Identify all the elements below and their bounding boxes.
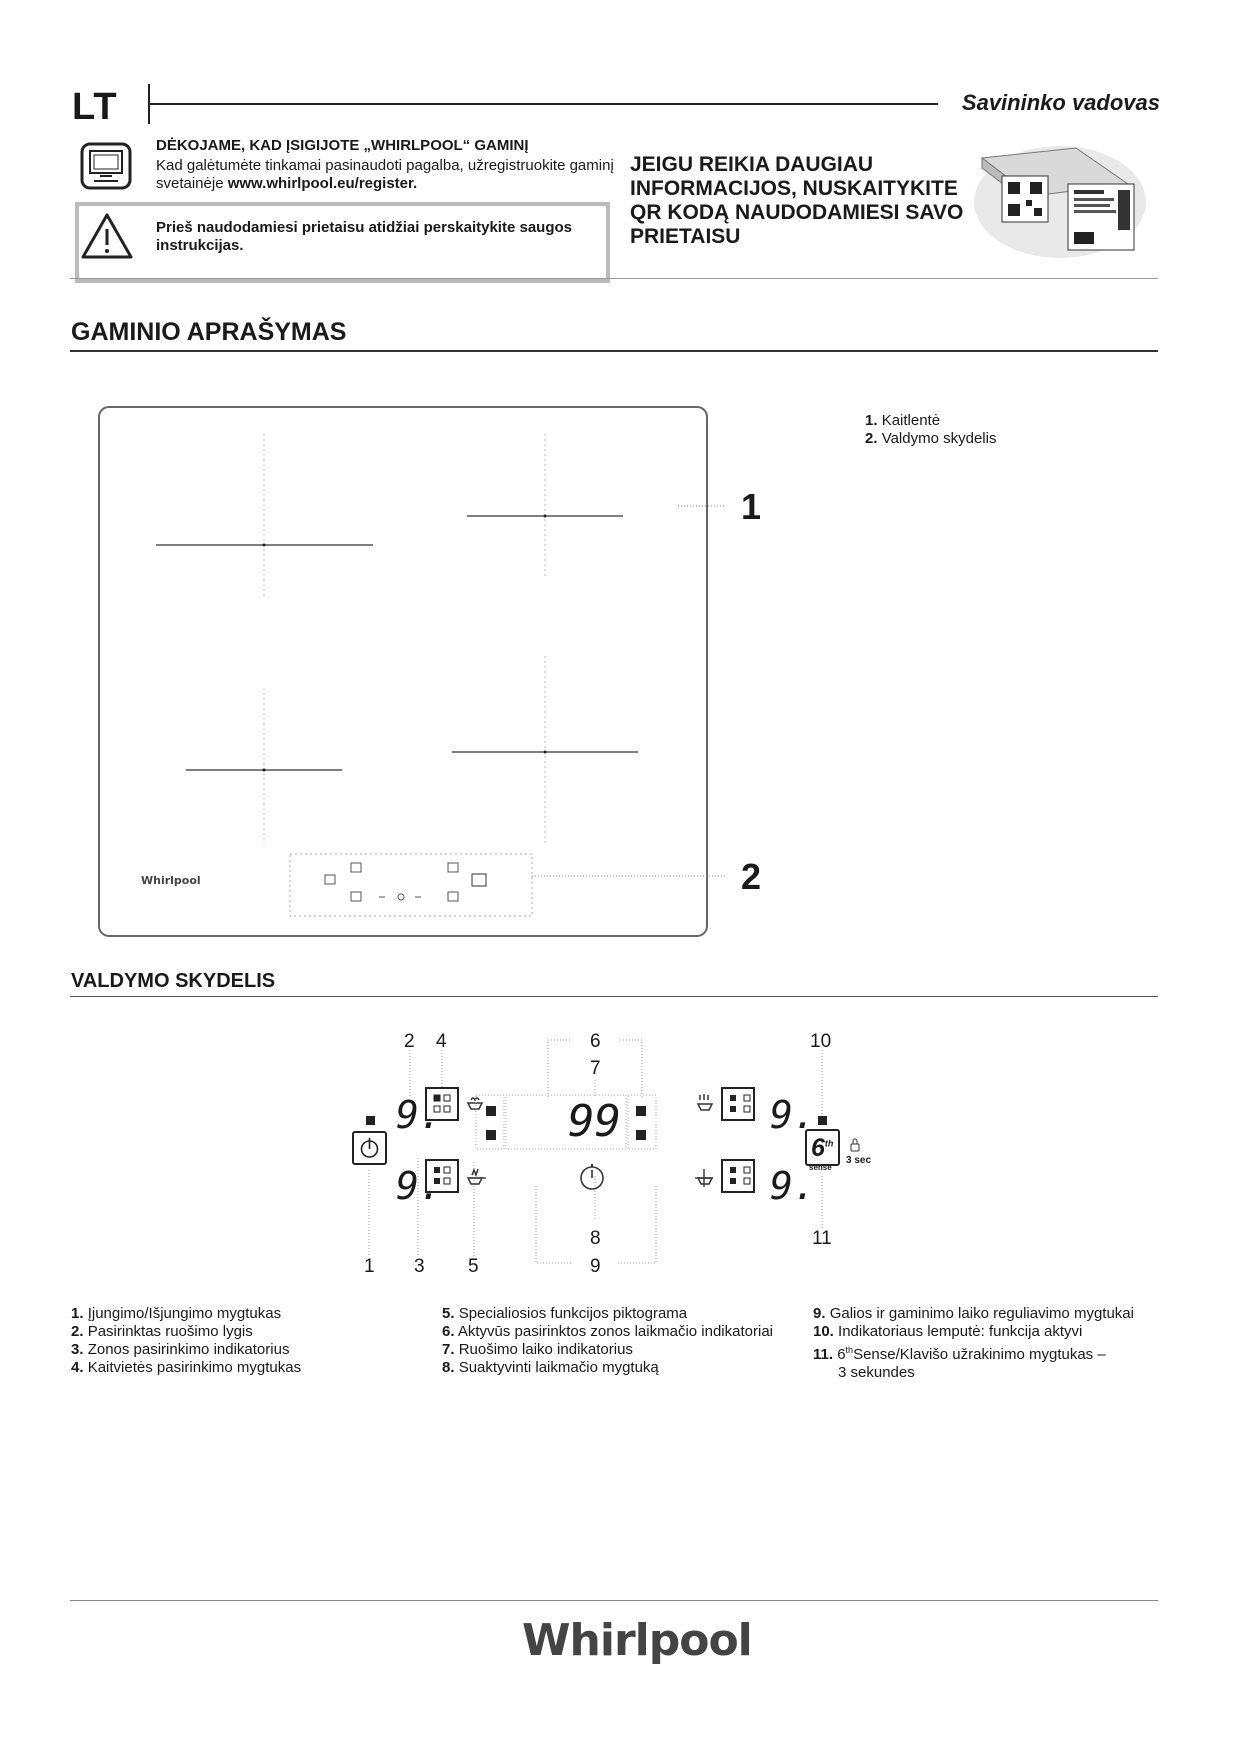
num-7: 7: [590, 1058, 601, 1079]
register-url[interactable]: www.whirlpool.eu/register.: [227, 175, 418, 192]
legend-item: 3 sekundes: [838, 1364, 915, 1381]
right-top-power-display: 9.: [770, 1093, 816, 1137]
product-legend: [865, 412, 996, 448]
legend-item: 1. Įjungimo/Išjungimo mygtukas: [71, 1305, 282, 1322]
sense-label: sense: [809, 1163, 832, 1172]
product-title-rule: [70, 350, 1158, 352]
num-2: 2: [404, 1031, 415, 1052]
hob-diagram: [96, 404, 776, 944]
legend-item: 5. Specialiosios funkcijos piktograma: [442, 1305, 688, 1322]
control-legend-col2: [442, 1305, 773, 1377]
computer-icon: [80, 142, 134, 192]
language-code: LT: [72, 86, 118, 128]
left-bottom-power-display: 9.: [396, 1164, 442, 1208]
callout-control-panel: 2: [741, 856, 762, 897]
footer-brand-logo: Whirlpool: [522, 1615, 752, 1666]
control-legend-col1: [71, 1305, 301, 1377]
hob-brand-logo: Whirlpool: [141, 874, 201, 887]
right-bottom-power-display: 9.: [770, 1164, 816, 1208]
footer-rule: [70, 1600, 1158, 1601]
sixth-sense-button[interactable]: 6th: [811, 1134, 834, 1162]
header-rule: [150, 103, 938, 105]
document-type: Savininko vadovas: [961, 90, 1160, 115]
num-11: 11: [812, 1228, 832, 1249]
intro-separator: [70, 278, 1158, 279]
legend-item-hob: 1. Kaitlentė: [865, 412, 941, 429]
num-8: 8: [590, 1228, 601, 1249]
legend-item-control-panel: 2. Valdymo skydelis: [865, 430, 997, 447]
num-5: 5: [468, 1256, 479, 1277]
legend-item: 2. Pasirinktas ruošimo lygis: [71, 1323, 253, 1340]
lock-duration: 3 sec: [846, 1155, 872, 1166]
num-3: 3: [414, 1256, 425, 1277]
left-top-power-display: 9.: [396, 1093, 442, 1137]
thanks-title: DĖKOJAME, KAD ĮSIGIJOTE „WHIRLPOOL“ GAMINĮ: [156, 137, 529, 154]
legend-item: 8. Suaktyvinti laikmačio mygtuką: [442, 1359, 659, 1376]
safety-warning-text: Prieš naudodamiesi prietaisu atidžiai perskaitykite saugos instrukcijas.: [156, 219, 572, 254]
register-body: Kad galėtumėte tinkamai pasinaudoti pagalba, užregistruokite gaminį svetainėje: [156, 157, 614, 192]
legend-item: 7. Ruošimo laiko indikatorius: [442, 1341, 633, 1358]
qr-label-illustration: [968, 140, 1148, 260]
legend-item: 11. 6thSense/Klavišo užrakinimo mygtukas –: [813, 1345, 1106, 1363]
legend-item: 9. Galios ir gaminimo laiko reguliavimo mygtukai: [813, 1305, 1134, 1322]
qr-info-text: JEIGU REIKIA DAUGIAU INFORMACIJOS, NUSKAITYKITE QR KODĄ NAUDODAMIESI SAVO PRIETAISU: [630, 153, 964, 248]
legend-item: 10. Indikatoriaus lemputė: funkcija aktyvi: [813, 1323, 1083, 1340]
legend-item: 4. Kaitvietės pasirinkimo mygtukas: [71, 1359, 302, 1376]
legend-item: 3. Zonos pasirinkimo indikatorius: [71, 1341, 290, 1358]
warning-triangle-icon: [80, 212, 134, 260]
product-section-title: GAMINIO APRAŠYMAS: [71, 318, 347, 346]
register-text: [156, 157, 616, 193]
control-panel-title: VALDYMO SKYDELIS: [71, 970, 276, 992]
control-panel-rule: [70, 996, 1158, 997]
num-10: 10: [810, 1031, 832, 1052]
legend-item: 6. Aktyvūs pasirinktos zonos laikmačio indikatoriai: [442, 1323, 773, 1340]
callout-hob: 1: [741, 486, 762, 527]
num-9: 9: [590, 1256, 601, 1277]
timer-display: 99: [568, 1096, 621, 1147]
control-legend-col3: [813, 1305, 1158, 1382]
num-1: 1: [364, 1256, 375, 1277]
num-6: 6: [590, 1031, 601, 1052]
num-4: 4: [436, 1031, 447, 1052]
